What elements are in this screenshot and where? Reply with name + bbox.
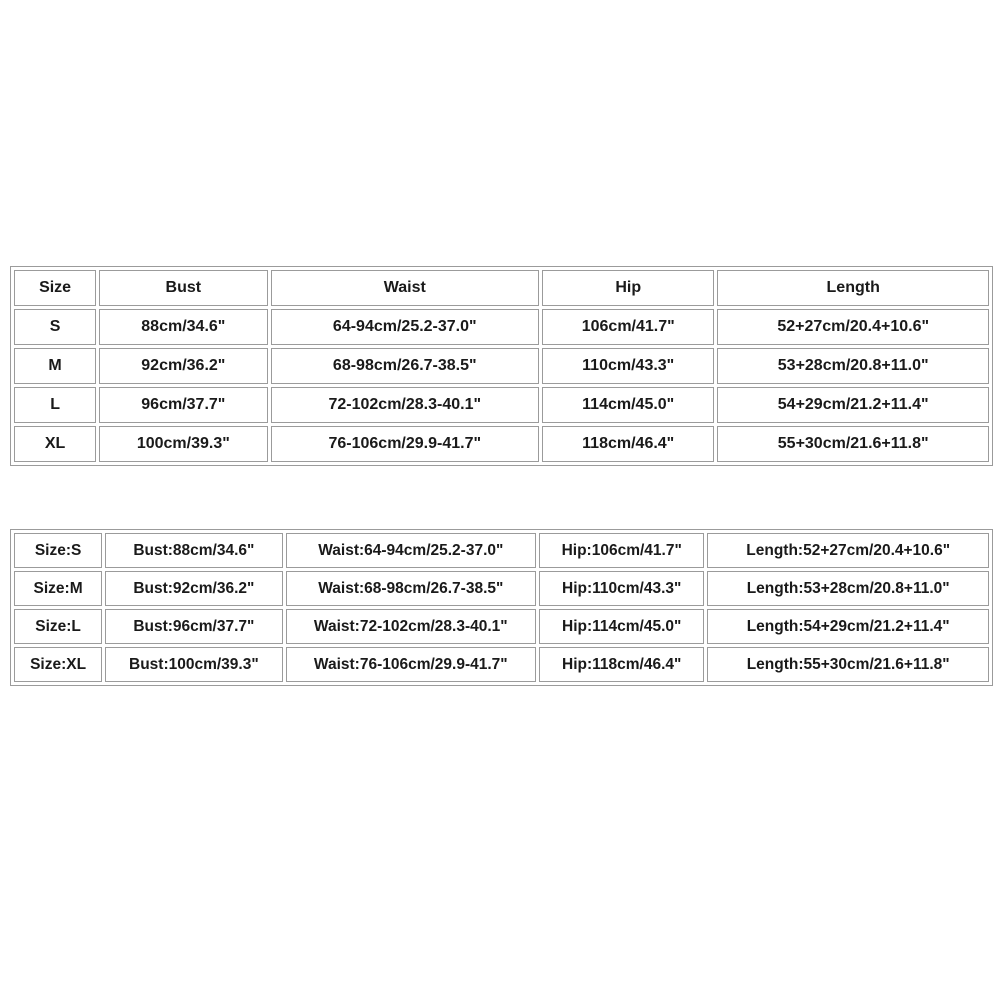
header-cell: Size bbox=[14, 270, 96, 306]
table-cell: 55+30cm/21.6+11.8" bbox=[717, 426, 989, 462]
table-cell: Hip:106cm/41.7" bbox=[539, 533, 704, 568]
table-cell: Size:XL bbox=[14, 647, 102, 682]
table-cell: 118cm/46.4" bbox=[542, 426, 714, 462]
table-cell: 72-102cm/28.3-40.1" bbox=[271, 387, 540, 423]
table-cell: Waist:72-102cm/28.3-40.1" bbox=[286, 609, 537, 644]
table-cell: Size:L bbox=[14, 609, 102, 644]
table-cell: 96cm/37.7" bbox=[99, 387, 267, 423]
table-cell: Size:S bbox=[14, 533, 102, 568]
table-cell: Hip:114cm/45.0" bbox=[539, 609, 704, 644]
table-cell: S bbox=[14, 309, 96, 345]
size-chart-header-row bbox=[14, 270, 989, 306]
table-row bbox=[14, 609, 989, 644]
table-row bbox=[14, 647, 989, 682]
table-cell: 106cm/41.7" bbox=[542, 309, 714, 345]
table-cell: Bust:88cm/34.6" bbox=[105, 533, 282, 568]
table-cell: Length:52+27cm/20.4+10.6" bbox=[707, 533, 989, 568]
table-row bbox=[14, 571, 989, 606]
table-cell: 52+27cm/20.4+10.6" bbox=[717, 309, 989, 345]
size-chart-table bbox=[10, 266, 993, 466]
header-cell: Hip bbox=[542, 270, 714, 306]
table-cell: Bust:92cm/36.2" bbox=[105, 571, 282, 606]
table-cell: 68-98cm/26.7-38.5" bbox=[271, 348, 540, 384]
table-row bbox=[14, 387, 989, 423]
table-cell: 110cm/43.3" bbox=[542, 348, 714, 384]
table-row bbox=[14, 270, 989, 306]
table-cell: 64-94cm/25.2-37.0" bbox=[271, 309, 540, 345]
table-cell: 114cm/45.0" bbox=[542, 387, 714, 423]
table-cell: Bust:100cm/39.3" bbox=[105, 647, 282, 682]
table-cell: Waist:68-98cm/26.7-38.5" bbox=[286, 571, 537, 606]
table-row bbox=[14, 348, 989, 384]
table-row bbox=[14, 309, 989, 345]
table-cell: 88cm/34.6" bbox=[99, 309, 267, 345]
size-detail-table bbox=[10, 529, 993, 686]
table-cell: Hip:110cm/43.3" bbox=[539, 571, 704, 606]
table-cell: XL bbox=[14, 426, 96, 462]
table-cell: M bbox=[14, 348, 96, 384]
table-cell: Waist:64-94cm/25.2-37.0" bbox=[286, 533, 537, 568]
table-cell: Waist:76-106cm/29.9-41.7" bbox=[286, 647, 537, 682]
table-cell: Bust:96cm/37.7" bbox=[105, 609, 282, 644]
table-cell: 53+28cm/20.8+11.0" bbox=[717, 348, 989, 384]
size-detail-body bbox=[14, 533, 989, 682]
table-cell: Length:55+30cm/21.6+11.8" bbox=[707, 647, 989, 682]
table-cell: 54+29cm/21.2+11.4" bbox=[717, 387, 989, 423]
header-cell: Waist bbox=[271, 270, 540, 306]
table-cell: 100cm/39.3" bbox=[99, 426, 267, 462]
table-cell: Length:54+29cm/21.2+11.4" bbox=[707, 609, 989, 644]
table-cell: Hip:118cm/46.4" bbox=[539, 647, 704, 682]
table-cell: 76-106cm/29.9-41.7" bbox=[271, 426, 540, 462]
table-cell: L bbox=[14, 387, 96, 423]
table-cell: Length:53+28cm/20.8+11.0" bbox=[707, 571, 989, 606]
header-cell: Bust bbox=[99, 270, 267, 306]
table-cell: 92cm/36.2" bbox=[99, 348, 267, 384]
table-cell: Size:M bbox=[14, 571, 102, 606]
size-chart-body bbox=[14, 309, 989, 462]
table-row bbox=[14, 426, 989, 462]
header-cell: Length bbox=[717, 270, 989, 306]
table-row bbox=[14, 533, 989, 568]
